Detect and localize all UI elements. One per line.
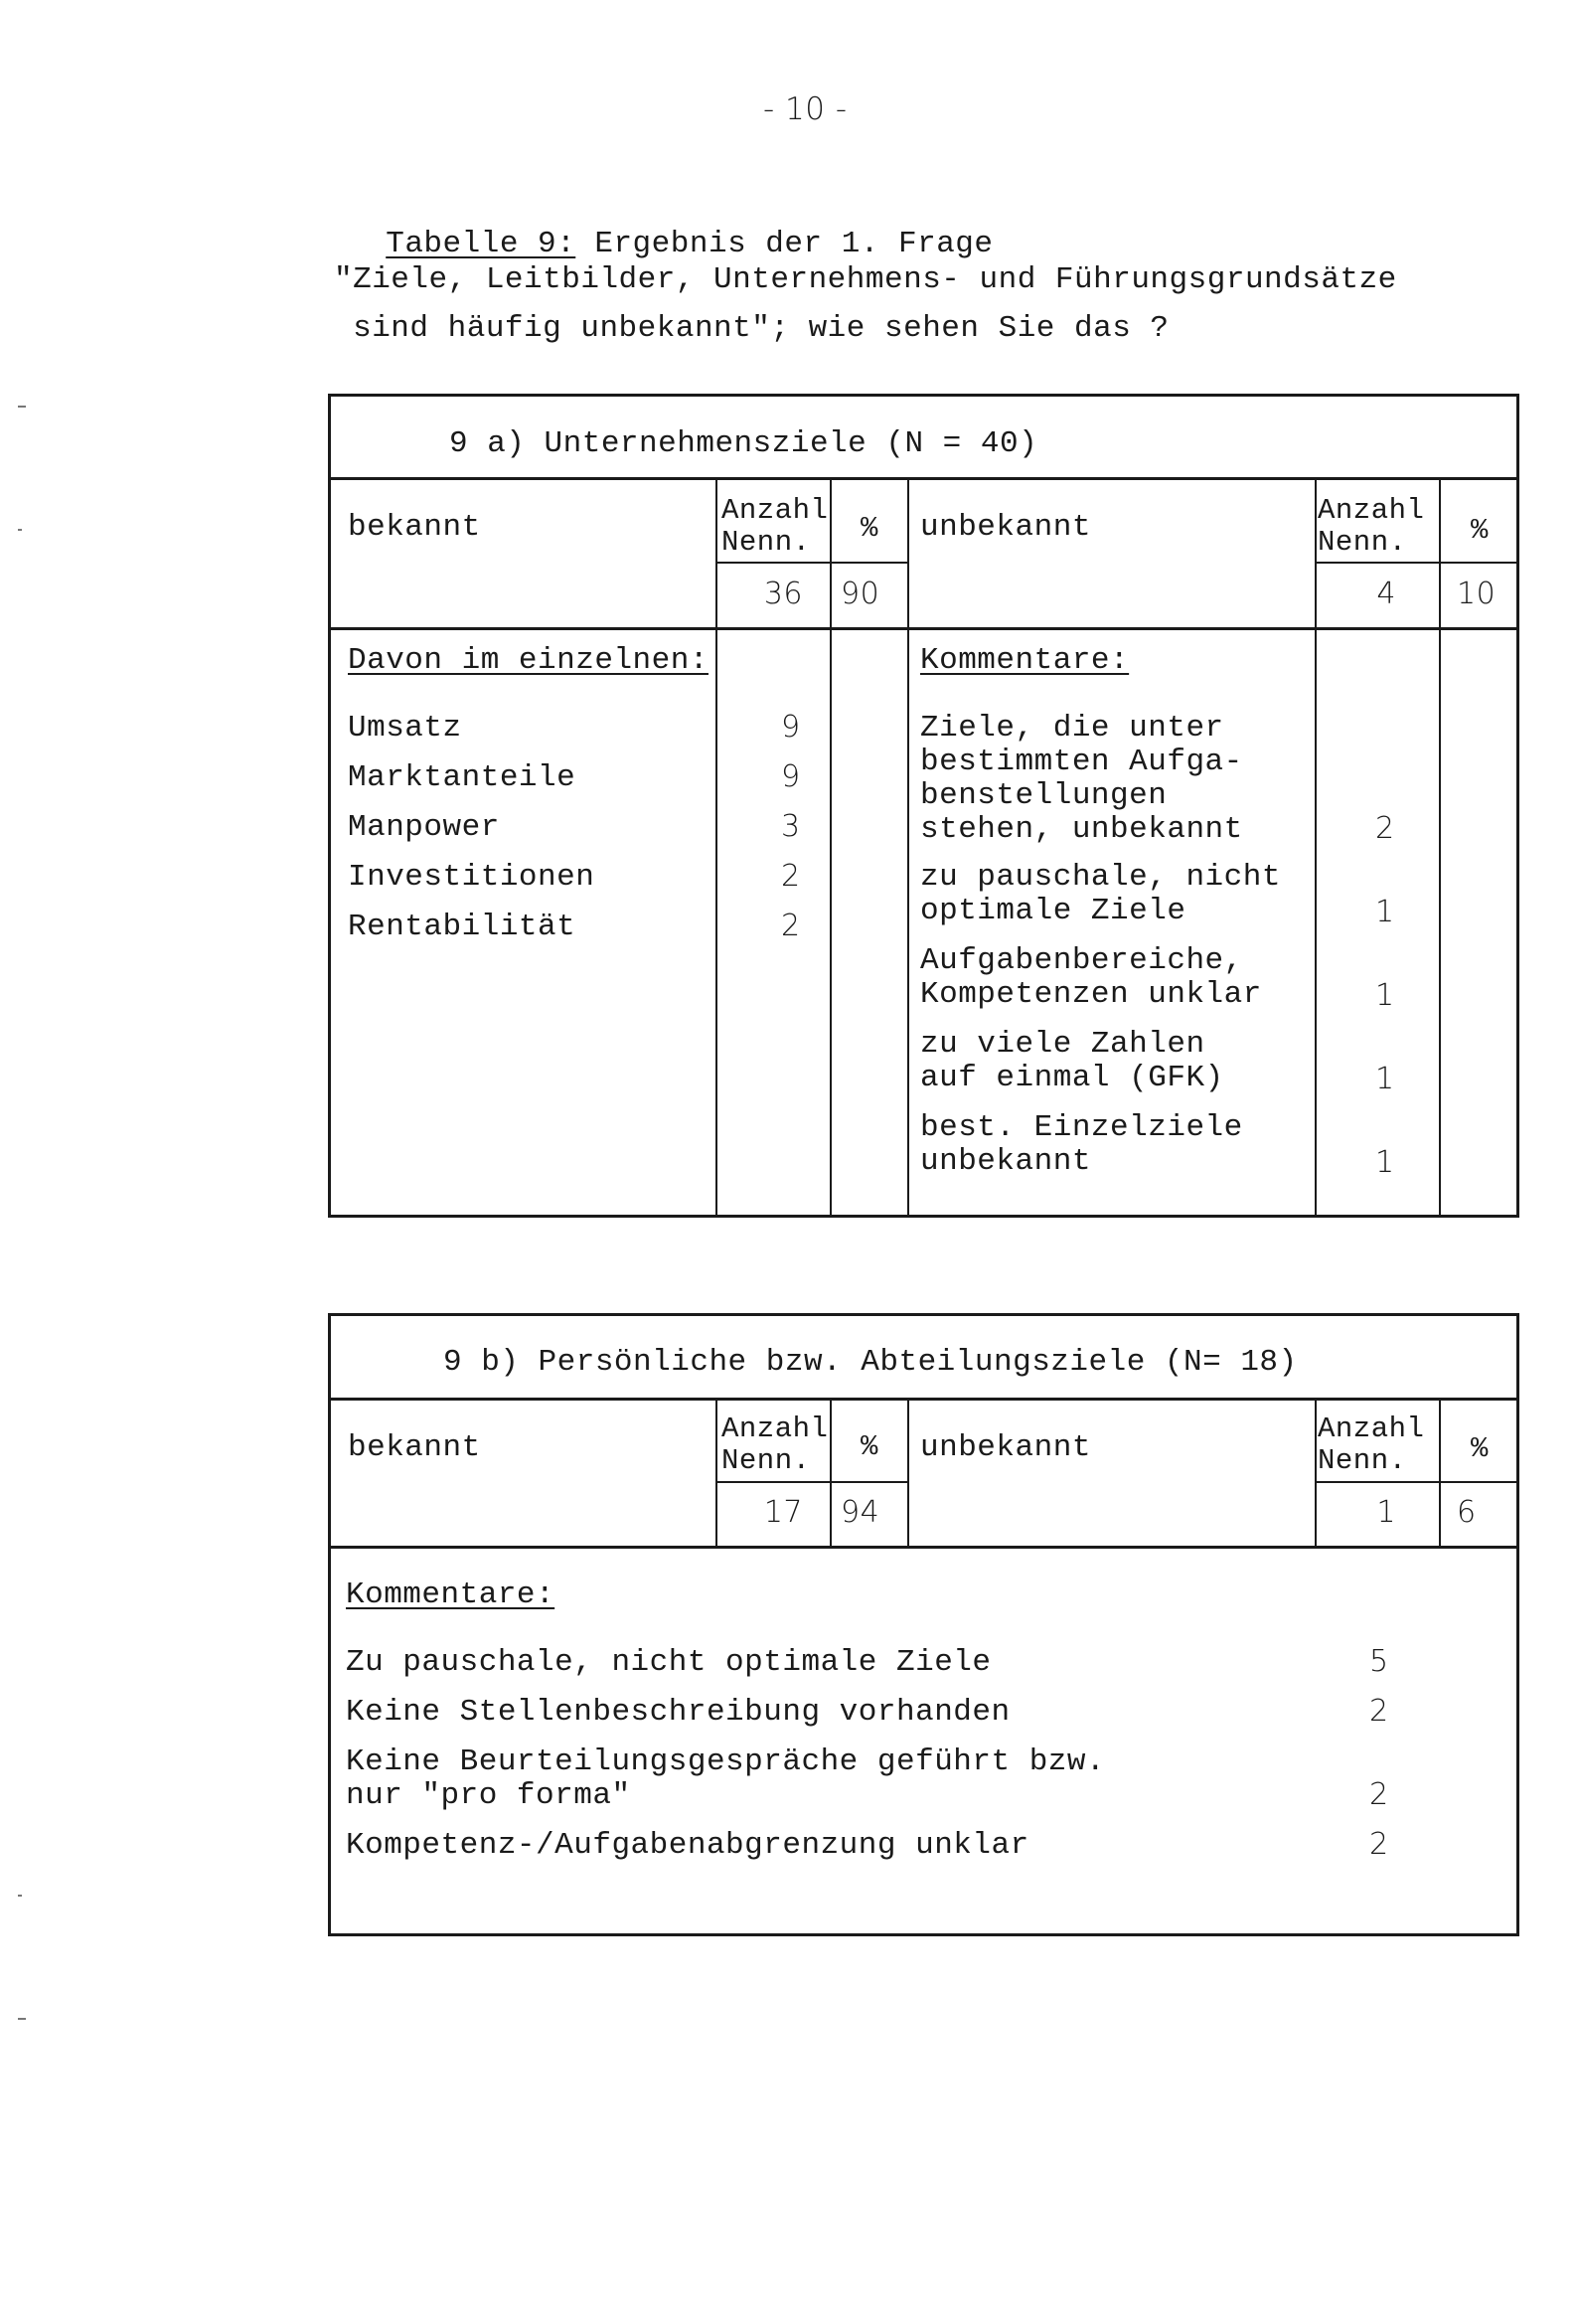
comments-heading: Kommentare: xyxy=(346,1577,555,1612)
detail-count: 9 xyxy=(781,710,801,745)
page-number: - 10 - xyxy=(763,91,848,127)
col-count-line2: Nenn. xyxy=(1318,526,1407,559)
table-label: Tabelle 9: xyxy=(386,227,576,261)
comment-count: 5 xyxy=(1369,1644,1389,1679)
comment-text: Zu pauschale, nicht optimale Ziele xyxy=(346,1645,992,1680)
col-percent: % xyxy=(861,512,878,545)
detail-count: 2 xyxy=(781,909,801,943)
question-line-2: sind häufig unbekannt"; wie sehen Sie das ? xyxy=(334,311,1170,346)
col-count-line2: Nenn. xyxy=(721,526,811,559)
table-title: Ergebnis der 1. Frage xyxy=(575,227,994,261)
col-unknown: unbekannt xyxy=(920,1430,1091,1465)
comment-count: 1 xyxy=(1375,978,1395,1013)
col-unknown: unbekannt xyxy=(920,510,1091,545)
detail-label: Manpower xyxy=(348,810,500,845)
table-b-title: 9 b) Persönliche bzw. Abteilungsziele (N= 18) xyxy=(443,1345,1298,1380)
table-caption xyxy=(348,195,994,260)
known-count: 36 xyxy=(763,577,803,611)
comment-text: Aufgabenbereiche, Kompetenzen unklar xyxy=(920,943,1262,1012)
unknown-percent: 10 xyxy=(1457,577,1497,611)
comment-count: 1 xyxy=(1375,1062,1395,1096)
detail-label: Rentabilität xyxy=(348,910,576,944)
detail-heading: Davon im einzelnen: xyxy=(348,643,709,678)
comment-count: 2 xyxy=(1375,811,1395,846)
col-count-line1: Anzahl xyxy=(721,1412,829,1445)
comments-heading: Kommentare: xyxy=(920,643,1130,678)
margin-mark xyxy=(18,406,26,408)
col-count-line1: Anzahl xyxy=(1318,494,1425,527)
unknown-count: 4 xyxy=(1376,577,1396,611)
question-line-1: "Ziele, Leitbilder, Unternehmens- und Führungsgrundsätze xyxy=(334,262,1397,297)
comment-count: 1 xyxy=(1375,895,1395,929)
col-percent: % xyxy=(1471,514,1489,547)
unknown-count: 1 xyxy=(1376,1495,1396,1530)
detail-count: 3 xyxy=(781,809,801,844)
known-percent: 90 xyxy=(841,577,880,611)
detail-label: Umsatz xyxy=(348,711,462,746)
col-known: bekannt xyxy=(348,510,481,545)
comment-text: zu pauschale, nicht optimale Ziele xyxy=(920,860,1281,928)
comment-text: Ziele, die unter bestimmten Aufga- benstellungen stehen, unbekannt xyxy=(920,711,1243,847)
comment-count: 2 xyxy=(1369,1777,1389,1812)
comment-text: Keine Beurteilungsgespräche geführt bzw. nur "pro forma" xyxy=(346,1744,1106,1813)
comment-count: 2 xyxy=(1369,1827,1389,1862)
col-percent: % xyxy=(1471,1432,1489,1465)
col-percent: % xyxy=(861,1430,878,1463)
margin-mark xyxy=(18,529,22,531)
known-percent: 94 xyxy=(841,1495,880,1530)
col-count-line1: Anzahl xyxy=(721,494,829,527)
col-count-line1: Anzahl xyxy=(1318,1412,1425,1445)
known-count: 17 xyxy=(763,1495,803,1530)
comment-text: Keine Stellenbeschreibung vorhanden xyxy=(346,1695,1011,1730)
margin-mark xyxy=(18,1895,22,1897)
detail-label: Investitionen xyxy=(348,860,595,895)
col-known: bekannt xyxy=(348,1430,481,1465)
comment-text: Kompetenz-/Aufgabenabgrenzung unklar xyxy=(346,1828,1029,1863)
detail-label: Marktanteile xyxy=(348,760,576,795)
table-a-title: 9 a) Unternehmensziele (N = 40) xyxy=(449,426,1038,461)
detail-count: 2 xyxy=(781,859,801,894)
col-count-line2: Nenn. xyxy=(1318,1444,1407,1477)
margin-mark xyxy=(18,2018,26,2020)
unknown-percent: 6 xyxy=(1457,1495,1477,1530)
col-count-line2: Nenn. xyxy=(721,1444,811,1477)
comment-count: 1 xyxy=(1375,1145,1395,1180)
comment-count: 2 xyxy=(1369,1694,1389,1729)
comment-text: zu viele Zahlen auf einmal (GFK) xyxy=(920,1027,1224,1095)
detail-count: 9 xyxy=(781,759,801,794)
comment-text: best. Einzelziele unbekannt xyxy=(920,1110,1243,1179)
